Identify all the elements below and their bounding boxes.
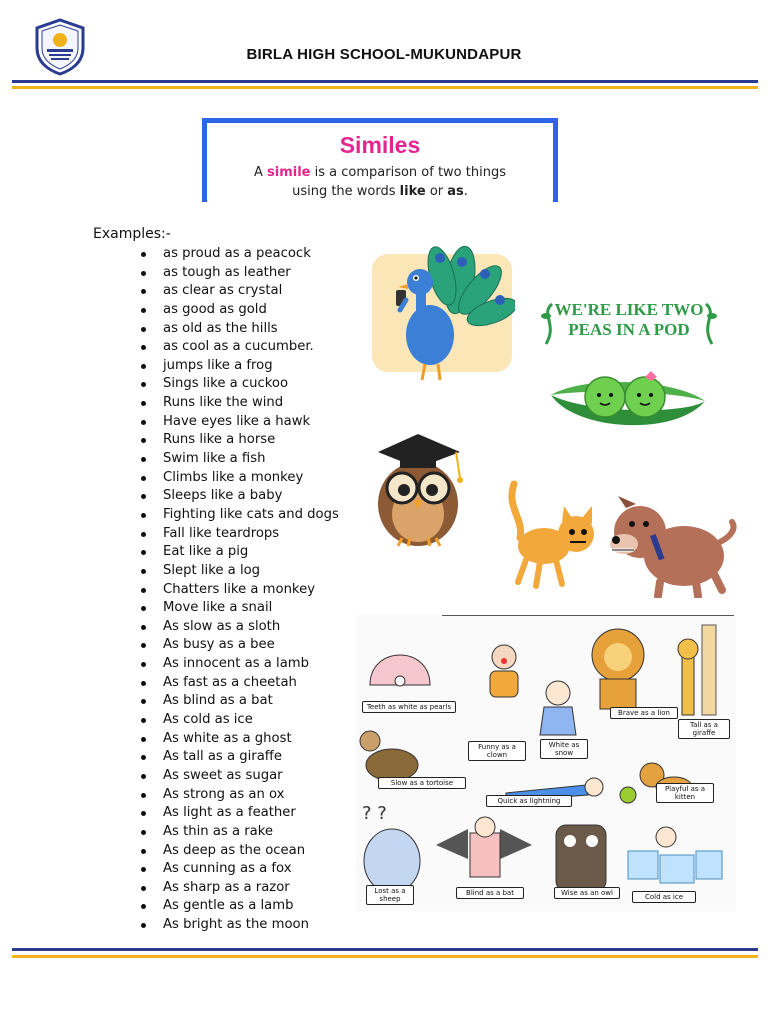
definition-text: A simile is a comparison of two things using the words like or as. bbox=[254, 165, 506, 199]
example-item: as good as gold bbox=[138, 301, 339, 320]
peacock-illustration bbox=[370, 240, 515, 385]
example-item: As cunning as a fox bbox=[138, 860, 339, 879]
example-item: as clear as crystal bbox=[138, 282, 339, 301]
collage-caption: White as snow bbox=[540, 739, 588, 759]
collage-caption: Brave as a lion bbox=[610, 707, 678, 719]
collage-caption: Cold as ice bbox=[632, 891, 696, 903]
example-item: As light as a feather bbox=[138, 804, 339, 823]
example-item: As busy as a bee bbox=[138, 636, 339, 655]
example-item: Sleeps like a baby bbox=[138, 487, 339, 506]
school-name: BIRLA HIGH SCHOOL-MUKUNDAPUR bbox=[246, 46, 522, 63]
example-item: As cold as ice bbox=[138, 711, 339, 730]
example-item: jumps like a frog bbox=[138, 357, 339, 376]
example-item: As deep as the ocean bbox=[138, 842, 339, 861]
footer-rule-gold bbox=[12, 955, 758, 958]
example-item: Move like a snail bbox=[138, 599, 339, 618]
example-item: Eat like a pig bbox=[138, 543, 339, 562]
collage-caption: Tall as a giraffe bbox=[678, 719, 730, 739]
example-item: As sweet as sugar bbox=[138, 767, 339, 786]
collage-caption: Funny as a clown bbox=[468, 741, 526, 761]
example-item: As white as a ghost bbox=[138, 730, 339, 749]
collage-caption: Playful as a kitten bbox=[656, 783, 714, 803]
example-item: Fighting like cats and dogs bbox=[138, 506, 339, 525]
peas-text-line2: PEAS IN A POD bbox=[568, 320, 690, 339]
vine-left-icon bbox=[538, 302, 560, 346]
footer-rule-navy bbox=[12, 948, 758, 951]
example-item: Fall like teardrops bbox=[138, 525, 339, 544]
example-item: Sings like a cuckoo bbox=[138, 375, 339, 394]
simile-definition-box bbox=[202, 118, 558, 202]
example-item: As sharp as a razor bbox=[138, 879, 339, 898]
collage-caption: Lost as a sheep bbox=[366, 885, 414, 905]
vine-right-icon bbox=[698, 302, 720, 346]
cat-and-dog-fighting-illustration bbox=[500, 478, 740, 598]
collage-caption: Wise as an owl bbox=[554, 887, 620, 899]
example-item: Chatters like a monkey bbox=[138, 581, 339, 600]
peas-in-pod-illustration bbox=[545, 365, 710, 437]
examples-label: Examples:- bbox=[93, 226, 171, 242]
examples-list bbox=[138, 245, 339, 935]
example-item: Have eyes like a hawk bbox=[138, 413, 339, 432]
header-rule-navy bbox=[12, 80, 758, 83]
example-item: Runs like a horse bbox=[138, 431, 339, 450]
collage-caption: Blind as a bat bbox=[456, 887, 524, 899]
example-item: As strong as an ox bbox=[138, 786, 339, 805]
peas-text-line1: WE'RE LIKE TWO bbox=[554, 300, 704, 319]
example-item: As innocent as a lamb bbox=[138, 655, 339, 674]
example-item: as cool as a cucumber. bbox=[138, 338, 339, 357]
example-item: Slept like a log bbox=[138, 562, 339, 581]
definition-title: Similes bbox=[339, 132, 421, 158]
collage-drawings bbox=[356, 615, 736, 911]
example-item: Climbs like a monkey bbox=[138, 469, 339, 488]
example-item: As thin as a rake bbox=[138, 823, 339, 842]
example-item: As slow as a sloth bbox=[138, 618, 339, 637]
example-item: Runs like the wind bbox=[138, 394, 339, 413]
collage-caption: Quick as lightning bbox=[486, 795, 572, 807]
example-item: As bright as the moon bbox=[138, 916, 339, 935]
svg-text:? ?: ? ? bbox=[362, 803, 387, 824]
collage-caption: Teeth as white as pearls bbox=[362, 701, 456, 713]
example-item: as old as the hills bbox=[138, 320, 339, 339]
example-item: As gentle as a lamb bbox=[138, 897, 339, 916]
example-item: As fast as a cheetah bbox=[138, 674, 339, 693]
example-item: as proud as a peacock bbox=[138, 245, 339, 264]
peas-banner bbox=[538, 300, 720, 340]
example-item: As tall as a giraffe bbox=[138, 748, 339, 767]
example-item: as tough as leather bbox=[138, 264, 339, 283]
collage-caption: Slow as a tortoise bbox=[378, 777, 466, 789]
header-rule-gold bbox=[12, 86, 758, 89]
graduate-owl-illustration bbox=[368, 422, 472, 550]
example-item: As blind as a bat bbox=[138, 692, 339, 711]
example-item: Swim like a fish bbox=[138, 450, 339, 469]
similes-collage bbox=[356, 615, 736, 911]
